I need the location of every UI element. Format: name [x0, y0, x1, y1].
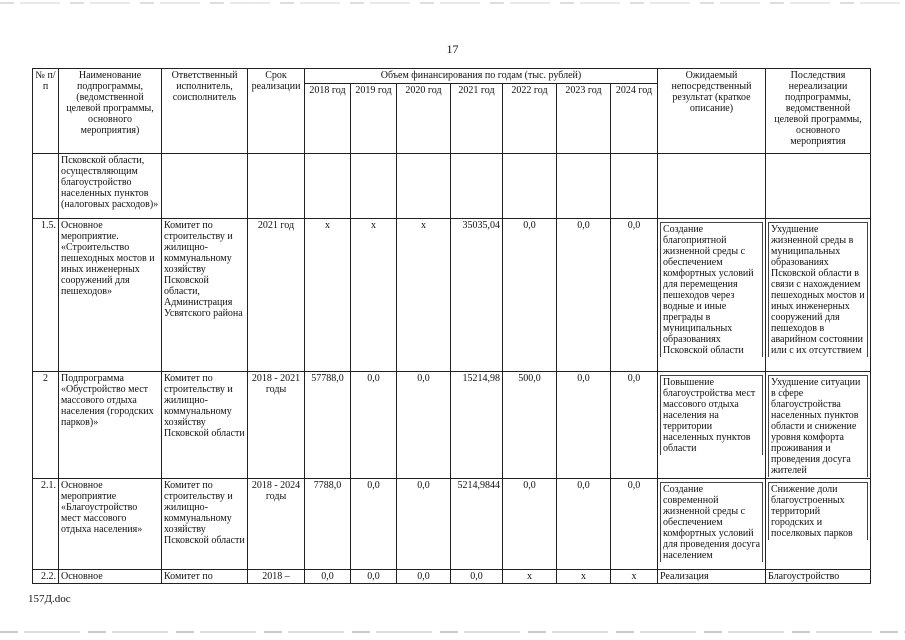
header-year: 2020 год — [397, 84, 451, 154]
cell-value: 0,0 — [397, 570, 451, 584]
cell-num: 1.5. — [33, 219, 59, 372]
cell-value: 0,0 — [557, 372, 611, 479]
cell-value: 7788,0 — [305, 479, 351, 570]
header-year: 2018 год — [305, 84, 351, 154]
cell-value: x — [351, 219, 397, 372]
consequences-box: Ухудшение жизненной среды в муниципальных образованиях Псковской области в связи с нахождением пешеходных мостов и иных инженерных сооружений для пешеходов в аварийном состоянии или с их отсутствием — [768, 222, 868, 357]
cell-executor: Комитет по строительству и жилищно-коммунальному хозяйству Псковской области — [162, 479, 248, 570]
cell-executor — [162, 154, 248, 219]
table-row — [33, 570, 871, 584]
cell-value — [611, 154, 658, 219]
cell-num: 2.1. — [33, 479, 59, 570]
cell-value: x — [557, 570, 611, 584]
header-year: 2023 год — [557, 84, 611, 154]
table-row — [33, 154, 871, 219]
cell-value: 57788,0 — [305, 372, 351, 479]
cell-num — [33, 154, 59, 219]
cell-num: 2.2. — [33, 570, 59, 584]
cell-value: x — [503, 570, 557, 584]
cell-consequences: Благоустройство — [766, 570, 871, 584]
consequences-box: Снижение доли благоустроенных территорий городских и поселковых парков — [768, 482, 868, 540]
header-name: Наименование подпрограммы, (ведомственной целевой программы, основного мероприятия) — [59, 69, 162, 154]
cell-result: Реализация — [658, 570, 766, 584]
cell-value: 5214,9844 — [451, 479, 503, 570]
cell-value: 0,0 — [351, 372, 397, 479]
header-year: 2022 год — [503, 84, 557, 154]
cell-result — [658, 154, 766, 219]
cell-value: 0,0 — [557, 219, 611, 372]
consequences-box: Ухудшение ситуации в сфере благоустройства населенных пунктов области и снижение уровня комфорта проживания и проведения досуга жителей — [768, 375, 868, 477]
header-executor: Ответственный исполнитель, соисполнитель — [162, 69, 248, 154]
cell-term — [248, 154, 305, 219]
cell-value — [351, 154, 397, 219]
cell-value: 0,0 — [503, 219, 557, 372]
header-year: 2021 год — [451, 84, 503, 154]
cell-value: 0,0 — [351, 479, 397, 570]
program-table — [32, 68, 871, 584]
cell-value: 0,0 — [611, 219, 658, 372]
cell-consequences — [766, 154, 871, 219]
cell-executor: Комитет по строительству и жилищно-коммунальному хозяйству Псковской области — [162, 372, 248, 479]
cell-value: 0,0 — [305, 570, 351, 584]
cell-consequences — [766, 479, 871, 570]
cell-executor: Комитет по — [162, 570, 248, 584]
cell-result — [658, 372, 766, 479]
cell-name: Основное — [59, 570, 162, 584]
header-funding: Объем финансирования по годам (тыс. рублей) — [305, 69, 658, 84]
cell-executor: Комитет по строительству и жилищно-коммунальному хозяйству Псковской области, Администрация Усвятского района — [162, 219, 248, 372]
cell-value: x — [611, 570, 658, 584]
header-year: 2024 год — [611, 84, 658, 154]
cell-value: 500,0 — [503, 372, 557, 479]
scan-artifact-top — [0, 2, 905, 4]
cell-value — [451, 154, 503, 219]
table-row — [33, 372, 871, 479]
cell-value: 0,0 — [351, 570, 397, 584]
cell-value: 0,0 — [503, 479, 557, 570]
scan-artifact-bottom — [0, 631, 905, 633]
cell-value — [503, 154, 557, 219]
result-box: Создание современной жизненной среды с обеспечением комфортных условий для проведения досуга населением — [660, 482, 763, 562]
cell-term: 2018 - 2021 годы — [248, 372, 305, 479]
cell-value: 35035,04 — [451, 219, 503, 372]
cell-name: Основное мероприятие «Благоустройство мест массового отдыха населения» — [59, 479, 162, 570]
cell-result — [658, 219, 766, 372]
cell-name: Псковской области, осуществляющим благоустройство населенных пунктов (налоговых расходов)» — [59, 154, 162, 219]
cell-consequences — [766, 219, 871, 372]
result-box: Повышение благоустройства мест массового отдыха населения на территории населенных пунктов области — [660, 375, 763, 455]
cell-value: 0,0 — [451, 570, 503, 584]
header-consequences: Последствия нереализации подпрограммы, ведомственной целевой программы, основного мероприятия — [766, 69, 871, 154]
table-row — [33, 219, 871, 372]
header-num: № п/п — [33, 69, 59, 154]
footer-filename: 157Д.doc — [28, 593, 71, 605]
cell-value: 0,0 — [557, 479, 611, 570]
cell-term: 2018 - 2024 годы — [248, 479, 305, 570]
cell-name: Основное мероприятие. «Строительство пешеходных мостов и иных инженерных сооружений для пешеходов» — [59, 219, 162, 372]
header-result: Ожидаемый непосредственный результат (краткое описание) — [658, 69, 766, 154]
cell-value: 0,0 — [611, 479, 658, 570]
cell-value: 0,0 — [397, 372, 451, 479]
cell-value — [305, 154, 351, 219]
table-row — [33, 479, 871, 570]
cell-term: 2018 – — [248, 570, 305, 584]
header-row-top — [33, 69, 871, 84]
cell-result — [658, 479, 766, 570]
cell-value: 0,0 — [397, 479, 451, 570]
cell-value: 15214,98 — [451, 372, 503, 479]
cell-value: x — [397, 219, 451, 372]
cell-value — [397, 154, 451, 219]
page-number: 17 — [446, 42, 459, 56]
header-year: 2019 год — [351, 84, 397, 154]
cell-consequences — [766, 372, 871, 479]
cell-term: 2021 год — [248, 219, 305, 372]
header-term: Срок реализации — [248, 69, 305, 154]
cell-name: Подпрограмма «Обустройство мест массового отдыха населения (городских парков)» — [59, 372, 162, 479]
cell-value — [557, 154, 611, 219]
cell-num: 2 — [33, 372, 59, 479]
cell-value: x — [305, 219, 351, 372]
cell-value: 0,0 — [611, 372, 658, 479]
result-box: Создание благоприятной жизненной среды с обеспечением комфортных условий для перемещения пешеходов через водные и иные преграды в муниципальных образованиях Псковской области — [660, 222, 763, 357]
